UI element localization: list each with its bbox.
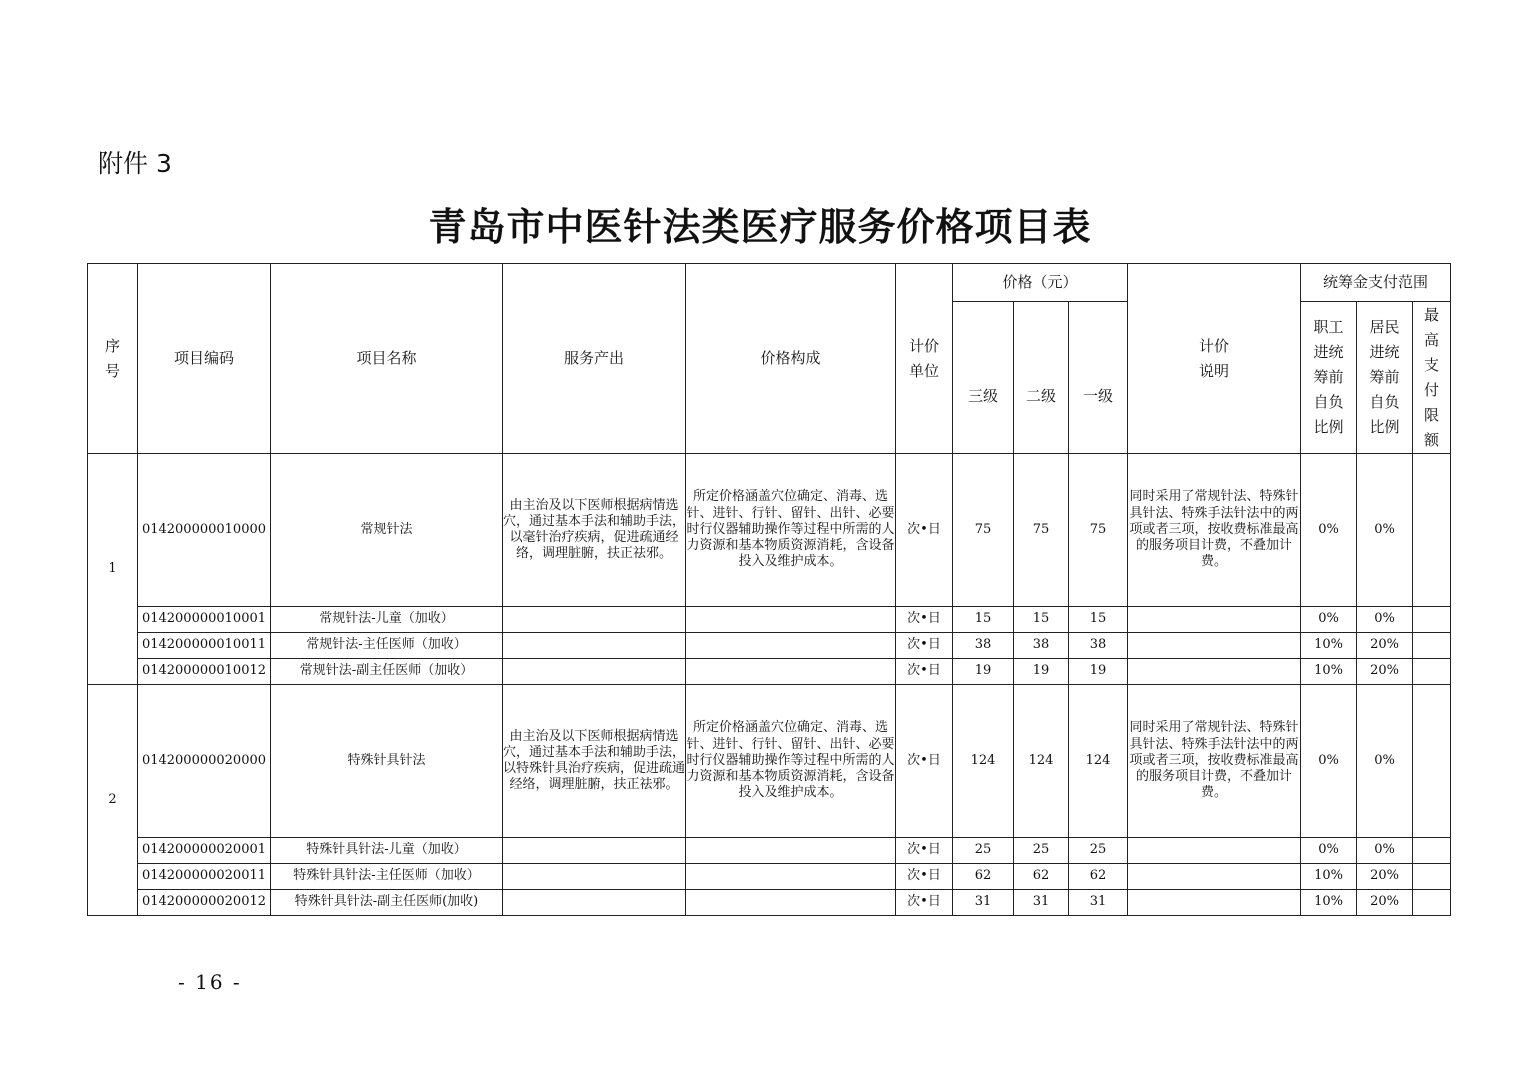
table-row <box>88 659 1451 685</box>
price-table <box>87 263 1451 916</box>
output-cell <box>503 864 686 890</box>
note-cell <box>1128 659 1301 685</box>
price-level1-cell: 15 <box>1069 607 1128 633</box>
employee-ratio-cell: 0% <box>1301 838 1357 864</box>
price-level2-cell: 75 <box>1014 454 1069 607</box>
price-level2-cell: 25 <box>1014 838 1069 864</box>
header-level3: 三级 <box>953 302 1014 454</box>
resident-ratio-cell: 20% <box>1357 864 1413 890</box>
resident-ratio-cell: 0% <box>1357 838 1413 864</box>
unit-cell: 次•日 <box>896 454 953 607</box>
composition-cell: 所定价格涵盖穴位确定、消毒、选针、进针、行针、留针、出针、必要时行仪器辅助操作等过程中所需的人力资源和基本物质资源消耗，含设备投入及维护成本。 <box>686 685 896 838</box>
employee-ratio-cell: 10% <box>1301 659 1357 685</box>
note-cell: 同时采用了常规针法、特殊针具针法、特殊手法针法中的两项或者三项，按收费标准最高的服务项目计费，不叠加计费。 <box>1128 454 1301 607</box>
document-title: 青岛市中医针法类医疗服务价格项目表 <box>428 204 1092 249</box>
max-payment-cell <box>1413 838 1451 864</box>
header-level2: 二级 <box>1014 302 1069 454</box>
code-cell: 014200000010012 <box>138 659 271 685</box>
header-fund-group: 统筹金支付范围 <box>1301 264 1451 302</box>
code-cell: 014200000010011 <box>138 633 271 659</box>
table-row <box>88 838 1451 864</box>
output-cell: 由主治及以下医师根据病情选穴，通过基本手法和辅助手法，以特殊针具治疗疾病，促进疏通经络，调理脏腑，扶正祛邪。 <box>503 685 686 838</box>
output-cell <box>503 890 686 916</box>
composition-cell <box>686 607 896 633</box>
price-level2-cell: 31 <box>1014 890 1069 916</box>
name-cell: 常规针法-儿童（加收） <box>271 607 503 633</box>
employee-ratio-cell: 0% <box>1301 454 1357 607</box>
composition-cell: 所定价格涵盖穴位确定、消毒、选针、进针、行针、留针、出针、必要时行仪器辅助操作等过程中所需的人力资源和基本物质资源消耗，含设备投入及维护成本。 <box>686 454 896 607</box>
seq-cell: 2 <box>88 685 138 916</box>
resident-ratio-cell: 0% <box>1357 454 1413 607</box>
table-row <box>88 890 1451 916</box>
unit-cell: 次•日 <box>896 659 953 685</box>
code-cell: 014200000020011 <box>138 864 271 890</box>
price-level2-cell: 124 <box>1014 685 1069 838</box>
table-body <box>88 454 1451 916</box>
table-row <box>88 633 1451 659</box>
header-unit: 计价 单位 <box>896 264 953 454</box>
price-level3-cell: 124 <box>953 685 1014 838</box>
header-level1: 一级 <box>1069 302 1128 454</box>
code-cell: 014200000020012 <box>138 890 271 916</box>
code-cell: 014200000010001 <box>138 607 271 633</box>
resident-ratio-cell: 0% <box>1357 607 1413 633</box>
employee-ratio-cell: 0% <box>1301 685 1357 838</box>
resident-ratio-cell: 20% <box>1357 659 1413 685</box>
note-cell <box>1128 890 1301 916</box>
price-level1-cell: 124 <box>1069 685 1128 838</box>
table-row <box>88 685 1451 838</box>
output-cell <box>503 659 686 685</box>
name-cell: 特殊针具针法-主任医师（加收） <box>271 864 503 890</box>
header-name: 项目名称 <box>271 264 503 454</box>
composition-cell <box>686 890 896 916</box>
employee-ratio-cell: 10% <box>1301 633 1357 659</box>
price-level3-cell: 25 <box>953 838 1014 864</box>
price-level1-cell: 31 <box>1069 890 1128 916</box>
unit-cell: 次•日 <box>896 864 953 890</box>
composition-cell <box>686 864 896 890</box>
max-payment-cell <box>1413 454 1451 607</box>
price-level2-cell: 38 <box>1014 633 1069 659</box>
price-level2-cell: 62 <box>1014 864 1069 890</box>
name-cell: 特殊针具针法-儿童（加收） <box>271 838 503 864</box>
header-note: 计价 说明 <box>1128 264 1301 454</box>
note-cell <box>1128 633 1301 659</box>
max-payment-cell <box>1413 659 1451 685</box>
max-payment-cell <box>1413 864 1451 890</box>
note-cell <box>1128 607 1301 633</box>
resident-ratio-cell: 0% <box>1357 685 1413 838</box>
code-cell: 014200000020001 <box>138 838 271 864</box>
unit-cell: 次•日 <box>896 633 953 659</box>
note-cell: 同时采用了常规针法、特殊针具针法、特殊手法针法中的两项或者三项，按收费标准最高的服务项目计费，不叠加计费。 <box>1128 685 1301 838</box>
header-code: 项目编码 <box>138 264 271 454</box>
code-cell: 014200000010000 <box>138 454 271 607</box>
name-cell: 特殊针具针法-副主任医师(加收) <box>271 890 503 916</box>
price-level2-cell: 15 <box>1014 607 1069 633</box>
page-number: - 16 - <box>178 970 242 994</box>
resident-ratio-cell: 20% <box>1357 890 1413 916</box>
max-payment-cell <box>1413 633 1451 659</box>
price-level2-cell: 19 <box>1014 659 1069 685</box>
price-level3-cell: 62 <box>953 864 1014 890</box>
price-level3-cell: 75 <box>953 454 1014 607</box>
unit-cell: 次•日 <box>896 838 953 864</box>
name-cell: 常规针法 <box>271 454 503 607</box>
header-employee-ratio: 职工 进统 筹前 自负 比例 <box>1301 302 1357 454</box>
price-level1-cell: 75 <box>1069 454 1128 607</box>
code-cell: 014200000020000 <box>138 685 271 838</box>
header-seq: 序 号 <box>88 264 138 454</box>
price-level1-cell: 19 <box>1069 659 1128 685</box>
price-level1-cell: 38 <box>1069 633 1128 659</box>
name-cell: 常规针法-主任医师（加收） <box>271 633 503 659</box>
table-row <box>88 864 1451 890</box>
output-cell <box>503 607 686 633</box>
employee-ratio-cell: 10% <box>1301 864 1357 890</box>
name-cell: 特殊针具针法 <box>271 685 503 838</box>
price-level3-cell: 19 <box>953 659 1014 685</box>
price-level1-cell: 25 <box>1069 838 1128 864</box>
price-level3-cell: 31 <box>953 890 1014 916</box>
output-cell <box>503 838 686 864</box>
header-price-group: 价格（元） <box>953 264 1128 302</box>
attachment-label: 附件 3 <box>98 149 172 178</box>
table-row <box>88 454 1451 607</box>
note-cell <box>1128 864 1301 890</box>
employee-ratio-cell: 0% <box>1301 607 1357 633</box>
composition-cell <box>686 838 896 864</box>
unit-cell: 次•日 <box>896 607 953 633</box>
price-level1-cell: 62 <box>1069 864 1128 890</box>
name-cell: 常规针法-副主任医师（加收） <box>271 659 503 685</box>
price-level3-cell: 38 <box>953 633 1014 659</box>
note-cell <box>1128 838 1301 864</box>
max-payment-cell <box>1413 890 1451 916</box>
header-output: 服务产出 <box>503 264 686 454</box>
price-level3-cell: 15 <box>953 607 1014 633</box>
header-resident-ratio: 居民 进统 筹前 自负 比例 <box>1357 302 1413 454</box>
seq-cell: 1 <box>88 454 138 685</box>
header-composition: 价格构成 <box>686 264 896 454</box>
composition-cell <box>686 633 896 659</box>
unit-cell: 次•日 <box>896 890 953 916</box>
table-row <box>88 607 1451 633</box>
max-payment-cell <box>1413 607 1451 633</box>
max-payment-cell <box>1413 685 1451 838</box>
output-cell: 由主治及以下医师根据病情选穴，通过基本手法和辅助手法，以毫针治疗疾病，促进疏通经络，调理脏腑，扶正祛邪。 <box>503 454 686 607</box>
resident-ratio-cell: 20% <box>1357 633 1413 659</box>
header-max-payment: 最 高 支 付 限 额 <box>1413 302 1451 454</box>
unit-cell: 次•日 <box>896 685 953 838</box>
composition-cell <box>686 659 896 685</box>
employee-ratio-cell: 10% <box>1301 890 1357 916</box>
output-cell <box>503 633 686 659</box>
